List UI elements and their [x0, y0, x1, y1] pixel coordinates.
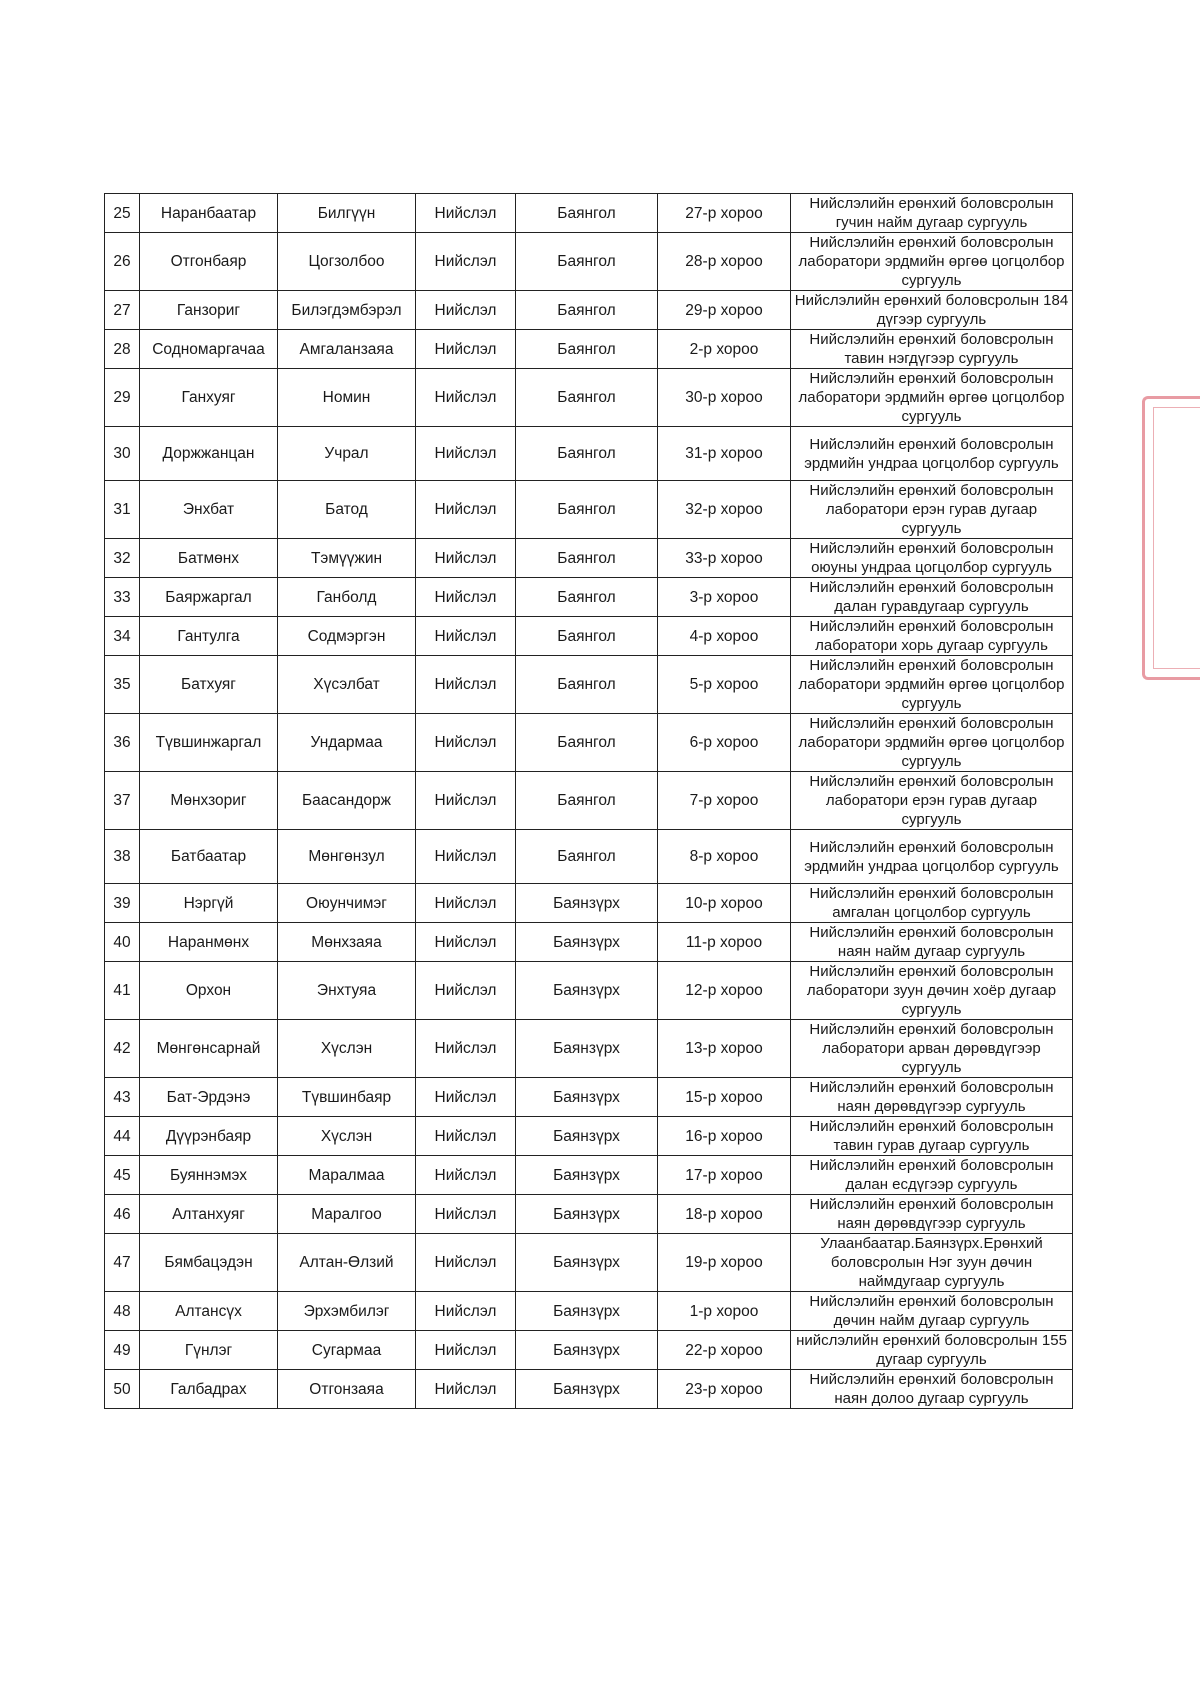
- cell-given: Батод: [278, 481, 416, 539]
- cell-khoroo: 33-р хороо: [658, 539, 791, 578]
- cell-city: Нийслэл: [416, 1234, 516, 1292]
- cell-no: 45: [105, 1156, 140, 1195]
- cell-given: Содмэргэн: [278, 617, 416, 656]
- cell-city: Нийслэл: [416, 1292, 516, 1331]
- cell-school: Нийслэлийн ерөнхий боловсролын гучин найм дугаар сургууль: [791, 194, 1073, 233]
- table-row: [105, 369, 1073, 427]
- cell-surname: Гантулга: [140, 617, 278, 656]
- cell-khoroo: 22-р хороо: [658, 1331, 791, 1370]
- cell-surname: Батбаатар: [140, 830, 278, 884]
- cell-city: Нийслэл: [416, 481, 516, 539]
- cell-given: Билэгдэмбэрэл: [278, 291, 416, 330]
- cell-district: Баянгол: [516, 481, 658, 539]
- cell-surname: Бат-Эрдэнэ: [140, 1078, 278, 1117]
- cell-city: Нийслэл: [416, 1370, 516, 1409]
- cell-district: Баянзүрх: [516, 1195, 658, 1234]
- cell-khoroo: 1-р хороо: [658, 1292, 791, 1331]
- cell-district: Баянзүрх: [516, 1020, 658, 1078]
- cell-district: Баянзүрх: [516, 923, 658, 962]
- cell-district: Баянгол: [516, 617, 658, 656]
- cell-khoroo: 5-р хороо: [658, 656, 791, 714]
- cell-given: Хүслэн: [278, 1117, 416, 1156]
- table-row: [105, 1156, 1073, 1195]
- table-row: [105, 714, 1073, 772]
- cell-given: Номин: [278, 369, 416, 427]
- cell-no: 40: [105, 923, 140, 962]
- cell-no: 36: [105, 714, 140, 772]
- cell-no: 48: [105, 1292, 140, 1331]
- cell-district: Баянзүрх: [516, 1156, 658, 1195]
- cell-school: Нийслэлийн ерөнхий боловсролын наян найм дугаар сургууль: [791, 923, 1073, 962]
- cell-khoroo: 23-р хороо: [658, 1370, 791, 1409]
- cell-khoroo: 27-р хороо: [658, 194, 791, 233]
- table-row: [105, 1117, 1073, 1156]
- cell-surname: Баяржаргал: [140, 578, 278, 617]
- cell-given: Ундармаа: [278, 714, 416, 772]
- cell-given: Маралгоо: [278, 1195, 416, 1234]
- cell-city: Нийслэл: [416, 830, 516, 884]
- cell-khoroo: 29-р хороо: [658, 291, 791, 330]
- cell-school: Нийслэлийн ерөнхий боловсролын 184 дүгээр сургууль: [791, 291, 1073, 330]
- cell-school: Нийслэлийн ерөнхий боловсролын наян долоо дугаар сургууль: [791, 1370, 1073, 1409]
- cell-surname: Алтансүх: [140, 1292, 278, 1331]
- cell-city: Нийслэл: [416, 291, 516, 330]
- cell-surname: Алтанхуяг: [140, 1195, 278, 1234]
- cell-city: Нийслэл: [416, 330, 516, 369]
- cell-district: Баянгол: [516, 369, 658, 427]
- table-row: [105, 578, 1073, 617]
- cell-no: 30: [105, 427, 140, 481]
- cell-city: Нийслэл: [416, 369, 516, 427]
- cell-given: Эрхэмбилэг: [278, 1292, 416, 1331]
- cell-khoroo: 8-р хороо: [658, 830, 791, 884]
- cell-surname: Наранмөнх: [140, 923, 278, 962]
- cell-school: Нийслэлийн ерөнхий боловсролын лаборатори ерэн гурав дугаар сургууль: [791, 481, 1073, 539]
- cell-no: 26: [105, 233, 140, 291]
- table-row: [105, 330, 1073, 369]
- cell-khoroo: 28-р хороо: [658, 233, 791, 291]
- table-row: [105, 1020, 1073, 1078]
- cell-district: Баянгол: [516, 233, 658, 291]
- cell-surname: Орхон: [140, 962, 278, 1020]
- cell-no: 47: [105, 1234, 140, 1292]
- cell-school: Нийслэлийн ерөнхий боловсролын далан гуравдугаар сургууль: [791, 578, 1073, 617]
- cell-khoroo: 4-р хороо: [658, 617, 791, 656]
- cell-given: Мөнхзаяа: [278, 923, 416, 962]
- cell-no: 49: [105, 1331, 140, 1370]
- cell-city: Нийслэл: [416, 1020, 516, 1078]
- cell-school: Нийслэлийн ерөнхий боловсролын далан есдүгээр сургууль: [791, 1156, 1073, 1195]
- stamp-mark: [1142, 396, 1200, 680]
- cell-surname: Мөнгөнсарнай: [140, 1020, 278, 1078]
- cell-khoroo: 30-р хороо: [658, 369, 791, 427]
- cell-given: Хүслэн: [278, 1020, 416, 1078]
- cell-no: 41: [105, 962, 140, 1020]
- cell-district: Баянгол: [516, 578, 658, 617]
- participants-table: [104, 193, 1073, 1409]
- cell-city: Нийслэл: [416, 884, 516, 923]
- cell-no: 37: [105, 772, 140, 830]
- cell-given: Маралмаа: [278, 1156, 416, 1195]
- cell-given: Тэмүүжин: [278, 539, 416, 578]
- cell-no: 35: [105, 656, 140, 714]
- cell-khoroo: 13-р хороо: [658, 1020, 791, 1078]
- cell-district: Баянгол: [516, 830, 658, 884]
- table-row: [105, 427, 1073, 481]
- cell-school: Нийслэлийн ерөнхий боловсролын лаборатори ерэн гурав дугаар сургууль: [791, 772, 1073, 830]
- table-row: [105, 772, 1073, 830]
- cell-district: Баянзүрх: [516, 1331, 658, 1370]
- cell-school: Нийслэлийн ерөнхий боловсролын эрдмийн ундраа цогцолбор сургууль: [791, 427, 1073, 481]
- cell-district: Баянгол: [516, 656, 658, 714]
- cell-city: Нийслэл: [416, 617, 516, 656]
- cell-school: Нийслэлийн ерөнхий боловсролын лаборатори эрдмийн өргөө цогцолбор сургууль: [791, 656, 1073, 714]
- cell-city: Нийслэл: [416, 1117, 516, 1156]
- cell-city: Нийслэл: [416, 714, 516, 772]
- table-body: [105, 194, 1073, 1409]
- cell-school: Нийслэлийн ерөнхий боловсролын лаборатори эрдмийн өргөө цогцолбор сургууль: [791, 369, 1073, 427]
- cell-no: 32: [105, 539, 140, 578]
- cell-surname: Галбадрах: [140, 1370, 278, 1409]
- cell-school: Нийслэлийн ерөнхий боловсролын наян дөрөвдүгээр сургууль: [791, 1078, 1073, 1117]
- cell-district: Баянгол: [516, 291, 658, 330]
- cell-no: 39: [105, 884, 140, 923]
- cell-no: 42: [105, 1020, 140, 1078]
- cell-khoroo: 19-р хороо: [658, 1234, 791, 1292]
- cell-school: Улаанбаатар.Баянзүрх.Ерөнхий боловсролын Нэг зуун дөчин наймдугаар сургууль: [791, 1234, 1073, 1292]
- cell-district: Баянзүрх: [516, 1078, 658, 1117]
- cell-khoroo: 3-р хороо: [658, 578, 791, 617]
- cell-school: Нийслэлийн ерөнхий боловсролын дөчин найм дугаар сургууль: [791, 1292, 1073, 1331]
- cell-khoroo: 11-р хороо: [658, 923, 791, 962]
- cell-khoroo: 15-р хороо: [658, 1078, 791, 1117]
- cell-given: Энхтуяа: [278, 962, 416, 1020]
- cell-khoroo: 6-р хороо: [658, 714, 791, 772]
- cell-given: Оюунчимэг: [278, 884, 416, 923]
- cell-khoroo: 18-р хороо: [658, 1195, 791, 1234]
- cell-school: Нийслэлийн ерөнхий боловсролын лаборатори зуун дөчин хоёр дугаар сургууль: [791, 962, 1073, 1020]
- cell-no: 29: [105, 369, 140, 427]
- cell-given: Түвшинбаяр: [278, 1078, 416, 1117]
- table-row: [105, 656, 1073, 714]
- cell-district: Баянгол: [516, 772, 658, 830]
- table-row: [105, 1234, 1073, 1292]
- cell-surname: Мөнхзориг: [140, 772, 278, 830]
- cell-school: Нийслэлийн ерөнхий боловсролын эрдмийн ундраа цогцолбор сургууль: [791, 830, 1073, 884]
- cell-district: Баянзүрх: [516, 1292, 658, 1331]
- cell-city: Нийслэл: [416, 1156, 516, 1195]
- cell-surname: Батмөнх: [140, 539, 278, 578]
- table-row: [105, 481, 1073, 539]
- cell-city: Нийслэл: [416, 962, 516, 1020]
- table-row: [105, 1331, 1073, 1370]
- cell-surname: Батхуяг: [140, 656, 278, 714]
- cell-no: 50: [105, 1370, 140, 1409]
- cell-district: Баянзүрх: [516, 1234, 658, 1292]
- cell-city: Нийслэл: [416, 772, 516, 830]
- cell-district: Баянзүрх: [516, 1370, 658, 1409]
- cell-surname: Наранбаатар: [140, 194, 278, 233]
- cell-surname: Ганзориг: [140, 291, 278, 330]
- cell-no: 43: [105, 1078, 140, 1117]
- cell-given: Хүсэлбат: [278, 656, 416, 714]
- cell-school: Нийслэлийн ерөнхий боловсролын лаборатори хорь дугаар сургууль: [791, 617, 1073, 656]
- cell-city: Нийслэл: [416, 427, 516, 481]
- cell-school: Нийслэлийн ерөнхий боловсролын наян дөрөвдүгээр сургууль: [791, 1195, 1073, 1234]
- cell-district: Баянзүрх: [516, 1117, 658, 1156]
- table-row: [105, 233, 1073, 291]
- cell-given: Баасандорж: [278, 772, 416, 830]
- cell-city: Нийслэл: [416, 1331, 516, 1370]
- cell-surname: Энхбат: [140, 481, 278, 539]
- cell-khoroo: 12-р хороо: [658, 962, 791, 1020]
- cell-city: Нийслэл: [416, 923, 516, 962]
- table-row: [105, 830, 1073, 884]
- cell-given: Отгонзаяа: [278, 1370, 416, 1409]
- cell-district: Баянгол: [516, 194, 658, 233]
- cell-school: Нийслэлийн ерөнхий боловсролын лаборатори арван дөрөвдүгээр сургууль: [791, 1020, 1073, 1078]
- table-row: [105, 1370, 1073, 1409]
- table-row: [105, 1292, 1073, 1331]
- cell-surname: Гүнлэг: [140, 1331, 278, 1370]
- cell-school: Нийслэлийн ерөнхий боловсролын лаборатори эрдмийн өргөө цогцолбор сургууль: [791, 714, 1073, 772]
- cell-district: Баянзүрх: [516, 884, 658, 923]
- cell-school: Нийслэлийн ерөнхий боловсролын оюуны ундраа цогцолбор сургууль: [791, 539, 1073, 578]
- cell-given: Билгүүн: [278, 194, 416, 233]
- cell-khoroo: 7-р хороо: [658, 772, 791, 830]
- cell-no: 31: [105, 481, 140, 539]
- cell-surname: Буяннэмэх: [140, 1156, 278, 1195]
- cell-no: 27: [105, 291, 140, 330]
- cell-city: Нийслэл: [416, 194, 516, 233]
- cell-surname: Отгонбаяр: [140, 233, 278, 291]
- cell-surname: Содномаргачаа: [140, 330, 278, 369]
- cell-city: Нийслэл: [416, 233, 516, 291]
- cell-given: Ганболд: [278, 578, 416, 617]
- cell-city: Нийслэл: [416, 578, 516, 617]
- cell-surname: Ганхуяг: [140, 369, 278, 427]
- cell-khoroo: 16-р хороо: [658, 1117, 791, 1156]
- cell-khoroo: 2-р хороо: [658, 330, 791, 369]
- cell-no: 33: [105, 578, 140, 617]
- cell-no: 44: [105, 1117, 140, 1156]
- cell-surname: Бямбацэдэн: [140, 1234, 278, 1292]
- cell-city: Нийслэл: [416, 1195, 516, 1234]
- cell-given: Сугармаа: [278, 1331, 416, 1370]
- table-row: [105, 1078, 1073, 1117]
- cell-given: Цогзолбоо: [278, 233, 416, 291]
- cell-city: Нийслэл: [416, 1078, 516, 1117]
- table-row: [105, 962, 1073, 1020]
- cell-surname: Доржжанцан: [140, 427, 278, 481]
- cell-given: Мөнгөнзул: [278, 830, 416, 884]
- cell-no: 46: [105, 1195, 140, 1234]
- table-row: [105, 617, 1073, 656]
- cell-school: Нийслэлийн ерөнхий боловсролын амгалан цогцолбор сургууль: [791, 884, 1073, 923]
- cell-surname: Нэргүй: [140, 884, 278, 923]
- cell-no: 34: [105, 617, 140, 656]
- cell-khoroo: 32-р хороо: [658, 481, 791, 539]
- cell-no: 25: [105, 194, 140, 233]
- cell-given: Амгаланзаяа: [278, 330, 416, 369]
- cell-district: Баянгол: [516, 714, 658, 772]
- cell-surname: Дүүрэнбаяр: [140, 1117, 278, 1156]
- table-row: [105, 884, 1073, 923]
- cell-khoroo: 31-р хороо: [658, 427, 791, 481]
- cell-city: Нийслэл: [416, 656, 516, 714]
- cell-city: Нийслэл: [416, 539, 516, 578]
- stamp-inner-border: [1153, 407, 1200, 669]
- cell-district: Баянгол: [516, 427, 658, 481]
- table-row: [105, 1195, 1073, 1234]
- table-row: [105, 194, 1073, 233]
- cell-given: Учрал: [278, 427, 416, 481]
- table-row: [105, 539, 1073, 578]
- cell-school: нийслэлийн ерөнхий боловсролын 155 дугаар сургууль: [791, 1331, 1073, 1370]
- cell-district: Баянзүрх: [516, 962, 658, 1020]
- cell-district: Баянгол: [516, 539, 658, 578]
- cell-khoroo: 10-р хороо: [658, 884, 791, 923]
- cell-no: 38: [105, 830, 140, 884]
- cell-school: Нийслэлийн ерөнхий боловсролын лаборатори эрдмийн өргөө цогцолбор сургууль: [791, 233, 1073, 291]
- cell-khoroo: 17-р хороо: [658, 1156, 791, 1195]
- table-row: [105, 923, 1073, 962]
- cell-no: 28: [105, 330, 140, 369]
- cell-given: Алтан-Өлзий: [278, 1234, 416, 1292]
- cell-surname: Түвшинжаргал: [140, 714, 278, 772]
- cell-district: Баянгол: [516, 330, 658, 369]
- cell-school: Нийслэлийн ерөнхий боловсролын тавин гурав дугаар сургууль: [791, 1117, 1073, 1156]
- table-row: [105, 291, 1073, 330]
- cell-school: Нийслэлийн ерөнхий боловсролын тавин нэгдүгээр сургууль: [791, 330, 1073, 369]
